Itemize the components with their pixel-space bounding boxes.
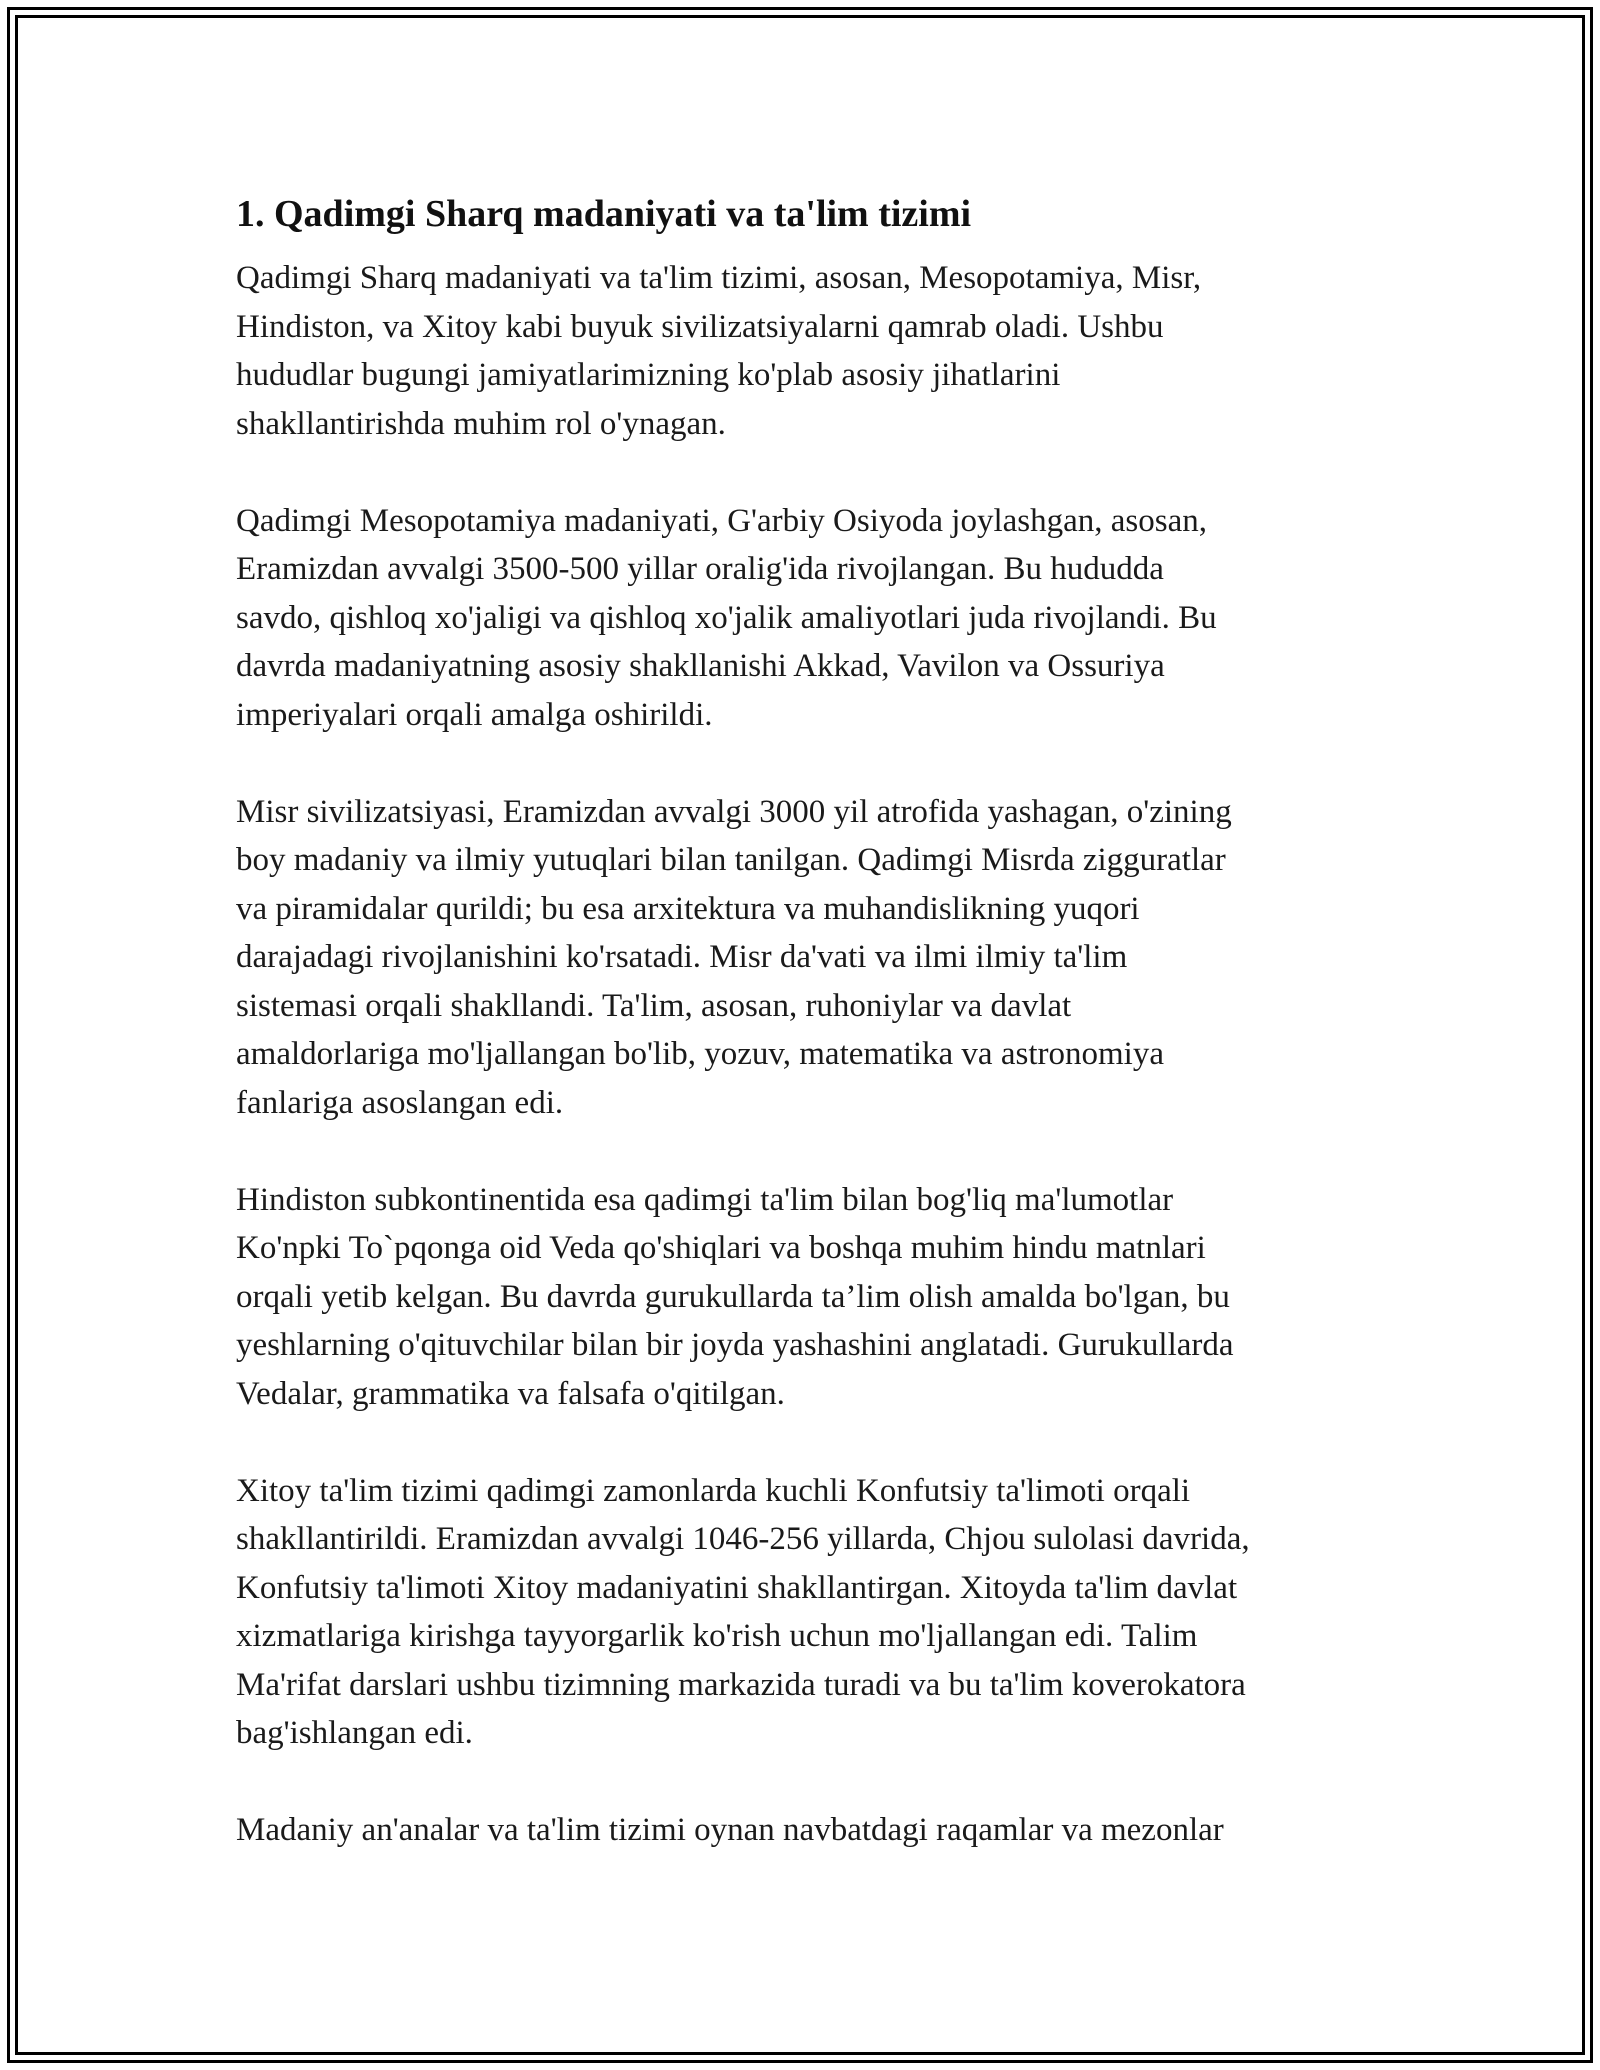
paragraph-line: Ma'rifat darslari ushbu tizimning markazida turadi va bu ta'lim koverokatora: [236, 1666, 1246, 1703]
paragraph-egypt: [236, 788, 1386, 1128]
paragraph-line: Eramizdan avvalgi 3500-500 yillar oralig'ida rivojlangan. Bu hududda: [236, 551, 1164, 587]
paragraph-line: Madaniy an'analar va ta'lim tizimi oynan navbatdagi raqamlar va mezonlar: [236, 1812, 1224, 1848]
paragraph-line: amaldorlariga mo'ljallangan bo'lib, yozuv, matematika va astronomiya: [236, 1036, 1164, 1072]
paragraph-mesopotamia: [236, 497, 1386, 740]
paragraph-line: xizmatlariga kirishga tayyorgarlik ko'rish uchun mo'ljallangan edi. Talim: [236, 1618, 1198, 1654]
paragraph-line: Qadimgi Sharq madaniyati va ta'lim tizimi, asosan, Mesopotamiya, Misr,: [236, 260, 1202, 296]
paragraph-line: Ko'npki To`pqonga oid Veda qo'shiqlari va boshqa muhim hindu matnlari: [236, 1230, 1206, 1266]
paragraph-intro: [236, 254, 1386, 448]
document-body: [236, 184, 1386, 1855]
paragraph-line: Vedalar, grammatika va falsafa o'qitilgan.: [236, 1375, 785, 1412]
paragraph-line: orqali yetib kelgan. Bu davrda gurukullarda ta’lim olish amalda bo'lgan, bu: [236, 1278, 1230, 1315]
paragraph-line: savdo, qishloq xo'jaligi va qishloq xo'jalik amaliyotlari juda rivojlandi. Bu: [236, 599, 1217, 636]
paragraph-china: [236, 1467, 1386, 1758]
paragraph-line: Hindiston subkontinentida esa qadimgi ta'lim bilan bog'liq ma'lumotlar: [236, 1181, 1174, 1218]
paragraph-conclusion: [236, 1806, 1386, 1855]
paragraph-line: yeshlarning o'qituvchilar bilan bir joyda yashashini anglatadi. Gurukullarda: [236, 1327, 1234, 1363]
paragraph-line: Misr sivilizatsiyasi, Eramizdan avvalgi 3000 yil atrofida yashagan, o'zining: [236, 793, 1232, 830]
paragraph-line: Hindiston, va Xitoy kabi buyuk sivilizatsiyalarni qamrab oladi. Ushbu: [236, 308, 1164, 345]
paragraph-line: shakllantirishda muhim rol o'ynagan.: [236, 405, 726, 442]
paragraph-line: fanlariga asoslangan edi.: [236, 1084, 564, 1121]
paragraph-line: Qadimgi Mesopotamiya madaniyati, G'arbiy Osiyoda joylashgan, asosan,: [236, 502, 1208, 539]
paragraph-line: darajadagi rivojlanishini ko'rsatadi. Misr da'vati va ilmi ilmiy ta'lim: [236, 939, 1128, 975]
paragraph-line: boy madaniy va ilmiy yutuqlari bilan tanilgan. Qadimgi Misrda zigguratlar: [236, 842, 1226, 878]
paragraph-line: Xitoy ta'lim tizimi qadimgi zamonlarda kuchli Konfutsiy ta'limoti orqali: [236, 1472, 1191, 1509]
paragraph-line: shakllantirildi. Eramizdan avvalgi 1046-256 yillarda, Chjou sulolasi davrida,: [236, 1521, 1250, 1557]
paragraph-line: hududlar bugungi jamiyatlarimizning ko'plab asosiy jihatlarini: [236, 357, 1061, 393]
paragraph-line: Konfutsiy ta'limoti Xitoy madaniyatini shakllantirgan. Xitoyda ta'lim davlat: [236, 1569, 1238, 1606]
paragraph-line: imperiyalari orqali amalga oshirildi.: [236, 696, 713, 733]
paragraph-line: sistemasi orqali shakllandi. Ta'lim, asosan, ruhoniylar va davlat: [236, 987, 1072, 1024]
paragraph-line: va piramidalar qurildi; bu esa arxitektura va muhandislikning yuqori: [236, 890, 1140, 927]
paragraph-india: [236, 1176, 1386, 1419]
paragraph-line: bag'ishlangan edi.: [236, 1715, 473, 1751]
section-heading: 1. Qadimgi Sharq madaniyati va ta'lim tizimi: [236, 193, 972, 235]
paragraph-line: davrda madaniyatning asosiy shakllanishi Akkad, Vavilon va Ossuriya: [236, 648, 1165, 684]
